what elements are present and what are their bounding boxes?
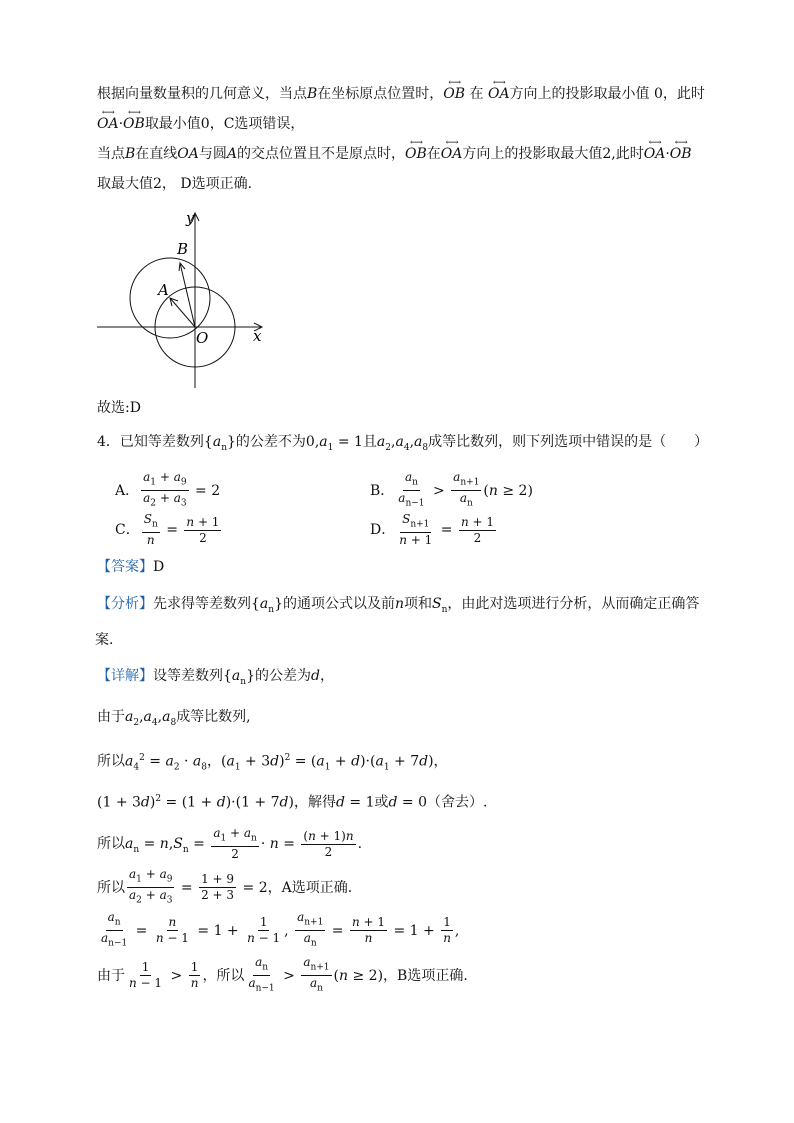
text: 取最小值0，C选项错误， — [144, 116, 305, 132]
since-line: 由于$a_2,a_4,a_8$成等比数列, — [97, 709, 251, 728]
label-x: x — [253, 327, 262, 345]
text: 在坐标原点位置时， — [317, 86, 444, 102]
so-line-2: 所以$a_n = n,S_n$ = $\frac{a_1 + a_n}{2}$ · n = $\frac{(n + 1)n}{2}$ . — [97, 826, 363, 862]
text: 在 — [426, 146, 441, 162]
answer-tag: 【答案】 — [97, 559, 153, 575]
so-line-3: 所以 $\frac{a_1 + a_9}{a_2 + a_3}$ = $\frac{1 + 9}{2 + 3}$ = 2，A选项正确. — [97, 867, 353, 906]
text: 的交点位置且不是原点时， — [237, 146, 406, 162]
text: 在直线 — [135, 146, 178, 162]
text: 方向上的投影取最大值2,此时 — [462, 146, 644, 162]
paragraph-2-line-2 — [97, 174, 252, 194]
paragraph-2-line-1: 当点B在直线OA与圆A的交点位置且不是原点时，⟷ OB在⟷ OA方向上的投影取最大值2,此时⟷ OA·⟷ OB — [97, 144, 692, 164]
vector-ob — [180, 263, 195, 327]
solve-line: $(1 + 3d)^2 = (1 + d)\cdot(1 + 7d)$，解得d = 1或d = 0（舍去）. — [97, 794, 488, 811]
geometry-figure — [92, 208, 272, 393]
so-line-1: 所以$a_4^2 = a_2 \cdot a_8$，$(a_1 + 3d)^2 = (a_1 + d)\cdot(a_1 + 7d)$， — [97, 753, 448, 773]
since-line-2: 由于 $\frac{1}{n - 1}$ > $\frac{1}{n}$ ，所以 $\frac{a_n}{a_{n-1}}$ > $\frac{a_{n+1}}{a_n}$ (n ≥ 2)，B选项正确. — [97, 955, 468, 994]
text: 与圆 — [198, 146, 227, 162]
label-y: y — [186, 209, 195, 227]
answer-line — [97, 557, 164, 577]
question-4-stem: 4．已知等差数列$\{a_n\}$的公差不为$0,a_1 = 1$且$a_2,a_4,a_8$成等比数列，则下列选项中错误的是（ ） — [97, 434, 709, 453]
analysis-line-2: 案. — [95, 632, 114, 648]
option-d[interactable]: D． $\frac{S_{n+1}}{n + 1}$ = $\frac{n + 1}{2}$ — [370, 512, 494, 548]
option-a[interactable]: A． $\frac{a_1 + a_9}{a_2 + a_3}$ = 2 — [115, 470, 221, 509]
text: ，此时 — [662, 86, 705, 102]
paragraph-1-line-1: 根据向量数量积的几何意义，当点B在坐标原点位置时，⟷ OB 在 ⟷ OA方向上的投影取最小值 0，此时 — [97, 84, 705, 104]
text: 当点 — [97, 146, 125, 162]
label-a: A — [158, 281, 169, 299]
analysis-line-1: 【分析】先求得等差数列$\{a_n\}$的通项公式以及前n项和$S_n$，由此对选项进行分析，从而确定正确答 — [97, 596, 700, 615]
option-b[interactable]: B． $\frac{a_n}{a_{n-1}}$ > $\frac{a_{n+1}}{a_n}$ (n ≥ 2) — [370, 470, 533, 509]
paragraph-1-line-2: ⟷ OA·⟷ OB取最小值0，C选项错误， — [97, 114, 304, 134]
detail-line: 【详解】设等差数列$\{a_n\}$的公差为d， — [97, 668, 334, 687]
label-o: O — [196, 329, 209, 347]
option-c[interactable]: C． $\frac{S_n}{n}$ = $\frac{n + 1}{2}$ — [115, 512, 220, 548]
answer-value: D — [153, 559, 165, 575]
ratio-line: $\frac{a_n}{a_{n-1}}$ = $\frac{n}{n - 1}$ = 1 + $\frac{1}{n - 1}$ , $\frac{a_{n+1}}{a_n}$ = $\frac{n + 1}{n}$ = 1 + $\frac{1}{n}$ , — [101, 910, 460, 949]
text: 根据向量数量积的几何意义，当点 — [97, 86, 307, 102]
text: 方向上的投影取最小值 — [509, 86, 650, 102]
text: 取最大值2， D选项正确. — [97, 176, 253, 192]
label-b: B — [177, 240, 189, 258]
choose-line: 故选:D — [97, 400, 141, 416]
